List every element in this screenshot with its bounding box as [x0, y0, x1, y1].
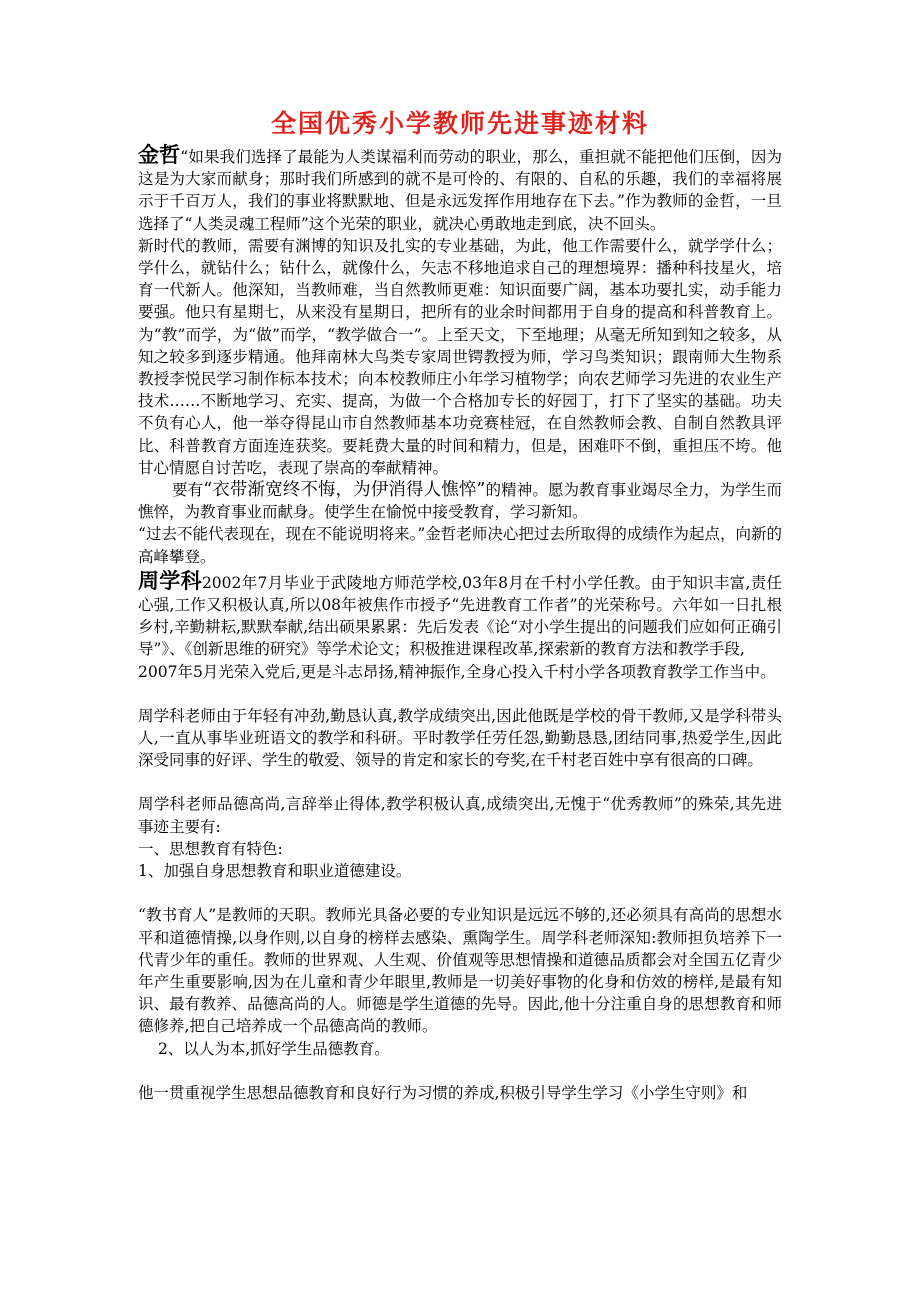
- jin-paragraph-3: [138, 479, 782, 523]
- zhou-paragraph-5: “教书育人”是教师的天职。教师光具备必要的专业知识是远远不够的,还必须具有高尚的思想水平和道德情操,以身作则,以自身的榜样去感染、熏陶学生。周学科老师深知:教师担负培养下一代青少年的重任。教师的世界观、人生观、价值观等思想情操和道德品质都会对全国五亿青少年产生重要影响,因为在儿童和青少年眼里,教师是一切美好事物的化身和仿效的榜样,是最有知识、最有教养、品德高尚的人。师德是学生道德的先导。因此,他十分注重自身的思想教育和师德修养,把自己培养成一个品德高尚的教师。: [138, 906, 782, 1036]
- zhou-paragraph-6: 他一贯重视学生思想品德教育和良好行为习惯的养成,积极引导学生学习《小学生守则》和: [138, 1083, 748, 1102]
- document-page: [138, 108, 782, 1104]
- subsection-heading-2: 2、以人为本,抓好学生品德教育。: [158, 1039, 390, 1058]
- blank-line: [138, 771, 782, 793]
- blank-line: [138, 1060, 782, 1082]
- zhou-paragraph-3: 周学科老师由于年轻有冲劲,勤恳认真,教学成绩突出,因此他既是学校的骨干教师,又是学科带头人,一直从事毕业班语文的教学和科研。平时教学任劳任怨,勤勤恳恳,团结同事,热爱学生,因此深受同事的好评、学生的敬爱、领导的肯定和家长的夸奖,在千村老百姓中享有很高的口碑。: [138, 706, 782, 770]
- zhou-paragraph-4: 周学科老师品德高尚,言辞举止得体,教学积极认真,成绩突出,无愧于“优秀教师”的殊荣,其先进事迹主要有:: [138, 795, 782, 836]
- blank-line: [138, 683, 782, 705]
- zhou-intro-paragraph: [138, 570, 782, 661]
- zhou-p1-text: 2002年7月毕业于武陵地方师范学校,03年8月在千村小学任教。由于知识丰富,责任心强,工作又积极认真,所以08年被焦作市授予“先进教育工作者”的光荣称号。六年如一日扎根乡村,辛勤耕耘,默默奉献,结出硕果累累：先后发表《论“对小学生提出的问题我们应如何正确引导”》、《创新思维的研究》等学术论文；积极推进课程改革,探索新的教育方法和教学手段,: [138, 573, 783, 659]
- document-title: 全国优秀小学教师先进事迹材料: [270, 109, 649, 138]
- jin-p3-post: 的精神。愿为教育事业竭尽全力，为学生而憔悴，为教育事业而献身。使学生在愉悦中接受教育，学习新知。: [138, 481, 782, 522]
- jin-paragraph-2: 新时代的教师，需要有渊博的知识及扎实的专业基础，为此，他工作需要什么，就学学什么；学什么，就钻什么；钻什么，就像什么，矢志不移地追求自己的理想境界：播种科技星火，培育一代新人。他深知，当教师难，当自然教师更难：知识面要广阔，基本功要扎实，动手能力要强。他只有星期七，从来没有星期日，把所有的业余时间都用于自身的提高和科普教育上。为“教”而学，为“做”而学，“教学做合一”。上至天文，下至地理；从毫无所知到知之较多，从知之较多到逐步精通。他拜南林大鸟类专家周世锷教授为师，学习鸟类知识；跟南师大生物系教授李悦民学习制作标本技术；向本校教师庄小年学习植物学；向农艺师学习先进的农业生产技术……不断地学习、充实、提高，为做一个合格加专长的好园丁，打下了坚实的基础。功夫不负有心人，他一举夺得昆山市自然教师基本功竞赛桂冠，在自然教师会教、自制自然教具评比、科普教育方面连连获奖。要耗费大量的时间和精力，但是，困难吓不倒，重担压不垮。他甘心情愿自讨苦吃，表现了崇高的奉献精神。: [138, 236, 782, 477]
- zhou-name-heading: 周学科: [138, 568, 202, 593]
- jin-p3-pre: 要有: [172, 481, 204, 500]
- jin-quote-text: “如果我们选择了最能为人类谋福利而劳动的职业，那么，重担就不能把他们压倒，因为这是为大家而献身；那时我们所感到的就不是可怜的、有限的、自私的乐趣，我们的幸福将展示于千百万人，我们的事业将默默地、但是永远发挥作用地存在下去。”作为教师的金哲，一旦选择了“人类灵魂工程师”这个光荣的职业，就决心勇敢地走到底，决不回头。: [138, 148, 783, 233]
- subsection-heading-1: 1、加强自身思想教育和职业道德建设。: [138, 862, 412, 881]
- zhou-paragraph-2: 2007年5月光荣入党后,更是斗志昂扬,精神振作,全身心投入千村小学各项教育教学工作当中。: [138, 662, 776, 681]
- jin-intro-paragraph: [138, 144, 782, 235]
- jin-name-heading: 金哲: [138, 143, 181, 167]
- jin-p3-quote: “衣带渐宽终不悔，为伊消得人憔悴”: [203, 480, 486, 501]
- blank-line: [138, 882, 782, 904]
- jin-paragraph-4: “过去不能代表现在，现在不能说明将来。”金哲老师决心把过去所取得的成绩作为起点，向新的高峰攀登。: [138, 525, 782, 566]
- section-heading-1: 一、思想教育有特色:: [138, 839, 283, 858]
